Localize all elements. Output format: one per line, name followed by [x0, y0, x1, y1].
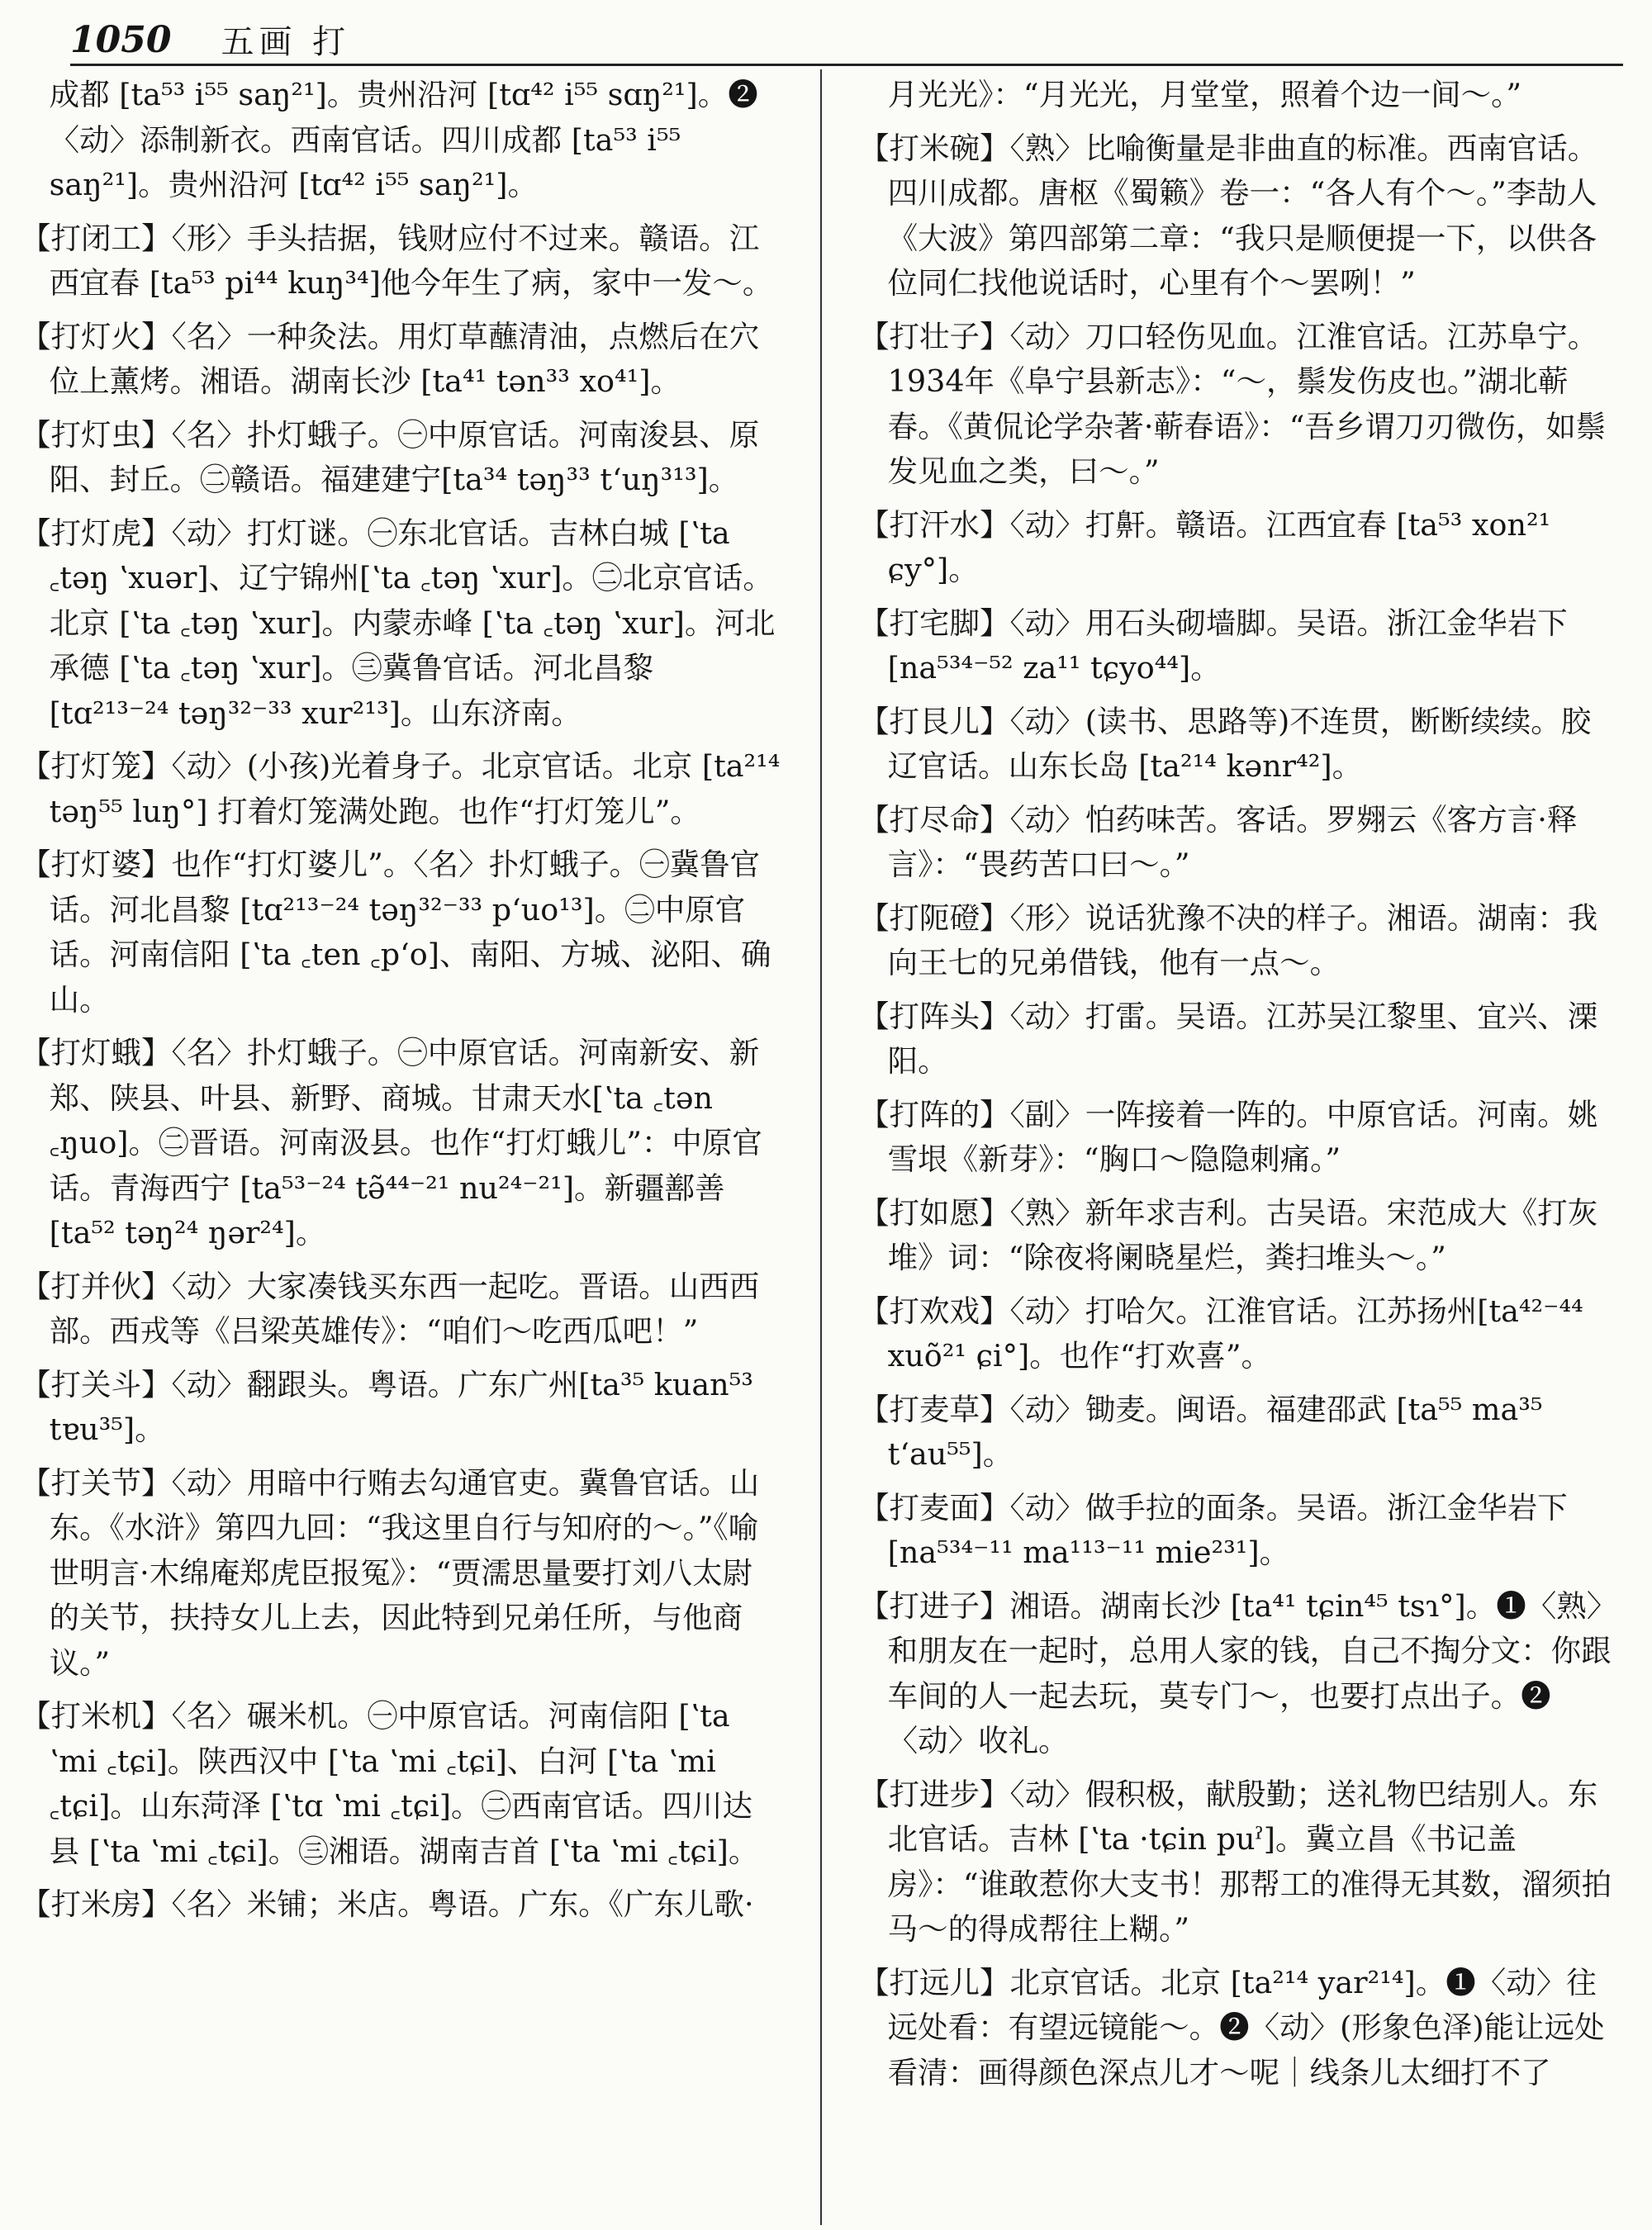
left-column: [21, 73, 781, 1936]
dictionary-entry: 【打灯火】〈名〉一种灸法。用灯草蘸清油，点燃后在穴位上薰烤。湘语。湖南长沙 [ta⁴¹ tən³³ xo⁴¹]。: [21, 318, 760, 399]
dictionary-entry-continuation: 成都 [ta⁵³ i⁵⁵ saŋ²¹]。贵州沿河 [tɑ⁴² i⁵⁵ sɑŋ²¹]。❷〈动〉添制新衣。西南官话。四川成都 [ta⁵³ i⁵⁵ saŋ²¹]。贵州沿河 [tɑ⁴² i⁵⁵ saŋ²¹]。: [49, 77, 758, 202]
page-header: [70, 18, 1623, 66]
dictionary-entry: 【打如愿】〈熟〉新年求吉利。古吴语。宋范成大《打灰堆》词：“除夜将阑晓星烂，粪扫堆头～。”: [859, 1194, 1598, 1275]
dictionary-entry: 【打灯虫】〈名〉扑灯蛾子。㊀中原官话。河南浚县、原阳、封丘。㊁赣语。福建建宁[ta³⁴ təŋ³³ tʻuŋ³¹³]。: [21, 416, 760, 497]
dictionary-entry: 【打进步】〈动〉假积极，献殷勤；送礼物巴结别人。东北官话。吉林 [ʽta ·tɕin puˀ]。冀立昌《书记盖房》：“谁敢惹你大支书！那帮工的准得无其数，溜须拍马～的得成帮往上糊。”: [859, 1776, 1612, 1947]
dictionary-entry: 【打麦面】〈动〉做手拉的面条。吴语。浙江金华岩下 [na⁵³⁴⁻¹¹ ma¹¹³⁻¹¹ mie²³¹]。: [859, 1489, 1568, 1570]
dictionary-entry: 【打米碗】〈熟〉比喻衡量是非曲直的标准。西南官话。四川成都。唐枢《蜀籁》卷一：“各人有个～。”李劼人《大波》第四部第二章：“我只是顺便提一下，以供各位同仁找他说话时，心里有个～罢咧！”: [859, 130, 1598, 301]
dictionary-entry: 【打汗水】〈动〉打鼾。赣语。江西宜春 [ta⁵³ xon²¹ ɕy°]。: [859, 506, 1551, 587]
right-column: [859, 73, 1615, 2104]
dictionary-entry: 【打麦草】〈动〉锄麦。闽语。福建邵武 [ta⁵⁵ ma³⁵ tʻau⁵⁵]。: [859, 1391, 1543, 1472]
dictionary-entry: 【打阵的】〈副〉一阵接着一阵的。中原官话。河南。姚雪垠《新芽》：“胸口～隐隐刺痛。”: [859, 1096, 1598, 1177]
dictionary-entry: 【打宅脚】〈动〉用石头砌墙脚。吴语。浙江金华岩下 [na⁵³⁴⁻⁵² za¹¹ tɕyo⁴⁴]。: [859, 605, 1568, 686]
dictionary-entry: 【打灯虎】〈动〉打灯谜。㊀东北官话。吉林白城 [ʽta ꜀təŋ ʽxuər]、辽宁锦州[ʽta ꜀təŋ ʽxur]。㊁北京官话。北京 [ʽta ꜀təŋ ʽxur]。内蒙赤峰 [ʽta ꜀təŋ ʽxur]。河北承德 [ʽta ꜀təŋ ʽxur]。㊂冀鲁官话。河北昌黎 [tɑ²¹³⁻²⁴ təŋ³²⁻³³ xur²¹³]。山东济南。: [21, 515, 776, 731]
dictionary-entry: 【打进子】湘语。湖南长沙 [ta⁴¹ tɕin⁴⁵ tsɿ°]。❶〈熟〉和朋友在一起时，总用人家的钱，自己不掏分文：你跟车间的人一起去玩，莫专门～，也要打点出子。❷〈动〉收礼。: [859, 1587, 1612, 1758]
dictionary-entry: 【打阵头】〈动〉打雷。吴语。江苏吴江黎里、宜兴、溧阳。: [859, 998, 1598, 1079]
column-divider: [820, 69, 822, 2225]
dictionary-entry: 【打远儿】北京官话。北京 [ta²¹⁴ yar²¹⁴]。❶〈动〉往远处看：有望远镜能～。❷〈动〉(形象色泽)能让远处看清：画得颜色深点儿才～呢｜线条儿太细打不了: [859, 1964, 1605, 2090]
dictionary-entry: 【打米机】〈名〉碾米机。㊀中原官话。河南信阳 [ʽta ʽmi ꜀tɕi]。陕西汉中 [ʽta ʽmi ꜀tɕi]、白河 [ʽta ʽmi ꜀tɕi]。山东菏泽 [ʽtɑ ʽmi ꜀tɕi]。㊁西南官话。四川达县 [ʽta ʽmi ꜀tɕi]。㊂湘语。湖南吉首 [ʽta ʽmi ꜀tɕi]。: [21, 1698, 759, 1869]
dictionary-entry: 【打艮儿】〈动〉(读书、思路等)不连贯，断断续续。胶辽官话。山东长岛 [ta²¹⁴ kənr⁴²]。: [859, 703, 1592, 784]
dictionary-entry: 【打米房】〈名〉米铺；米店。粤语。广东。《广东儿歌·: [21, 1886, 754, 1922]
dictionary-entry: 【打灯笼】〈动〉(小孩)光着身子。北京官话。北京 [ta²¹⁴ təŋ⁵⁵ luŋ°] 打着灯笼满处跑。也作“打灯笼儿”。: [21, 748, 781, 829]
dictionary-entry: 【打并伙】〈动〉大家凑钱买东西一起吃。晋语。山西西部。西戎等《吕梁英雄传》：“咱们～吃西瓜吧！”: [21, 1268, 760, 1349]
running-head: 五画 打: [221, 23, 351, 61]
dictionary-entry: 【打阨磴】〈形〉说话犹豫不决的样子。湘语。湖南：我向王七的兄弟借钱，他有一点～。: [859, 899, 1598, 980]
dictionary-entry: 【打壮子】〈动〉刀口轻伤见血。江淮官话。江苏阜宁。1934年《阜宁县新志》：“～，鬃发伤皮也。”湖北蕲春。《黄侃论学杂著·蕲春语》：“吾乡谓刀刃微伤，如鬃发见血之类，曰～。”: [859, 318, 1607, 489]
dictionary-entry: 【打关节】〈动〉用暗中行贿去勾通官吏。冀鲁官话。山东。《水浒》第四九回：“我这里自行与知府的～。”《喻世明言·木绵庵郑虎臣报冤》：“贾濡思量要打刘八太尉的关节，扶持女儿上去，因此特到兄弟任所，与他商议。”: [21, 1464, 760, 1681]
dictionary-entry: 【打欢戏】〈动〉打哈欠。江淮官话。江苏扬州[ta⁴²⁻⁴⁴ xuõ²¹ ɕi°]。也作“打欢喜”。: [859, 1293, 1583, 1374]
page-number: 1050: [70, 19, 172, 61]
dictionary-entry-continuation: 月光光》：“月光光，月堂堂，照着个边一间～。”: [887, 77, 1521, 112]
dictionary-entry: 【打尽命】〈动〉怕药味苦。客话。罗翙云《客方言·释言》：“畏药苦口曰～。”: [859, 801, 1578, 882]
dictionary-entry: 【打灯婆】也作“打灯婆儿”。〈名〉扑灯蛾子。㊀冀鲁官话。河北昌黎 [tɑ²¹³⁻²⁴ təŋ³²⁻³³ pʻuo¹³]。㊁中原官话。河南信阳 [ʽta ꜀ten ꜀pʻo]、南阳、方城、泌阳、确山。: [21, 847, 771, 1018]
dictionary-entry: 【打闭工】〈形〉手头拮据，钱财应付不过来。赣语。江西宜春 [ta⁵³ pi⁴⁴ kuŋ³⁴]他今年生了病，家中一发～。: [21, 220, 773, 301]
dictionary-entry: 【打关斗】〈动〉翻跟头。粤语。广东广州[ta³⁵ kuan⁵³ tɐu³⁵]。: [21, 1366, 753, 1447]
dictionary-entry: 【打灯蛾】〈名〉扑灯蛾子。㊀中原官话。河南新安、新郑、陕县、叶县、新野、商城。甘肃天水[ʽta ꜀tən ꜀ŋuo]。㊁晋语。河南汲县。也作“打灯蛾儿”：中原官话。青海西宁 [ta⁵³⁻²⁴ tə̃⁴⁴⁻²¹ nu²⁴⁻²¹]。新疆鄯善 [ta⁵² təŋ²⁴ ŋər²⁴]。: [21, 1035, 762, 1250]
